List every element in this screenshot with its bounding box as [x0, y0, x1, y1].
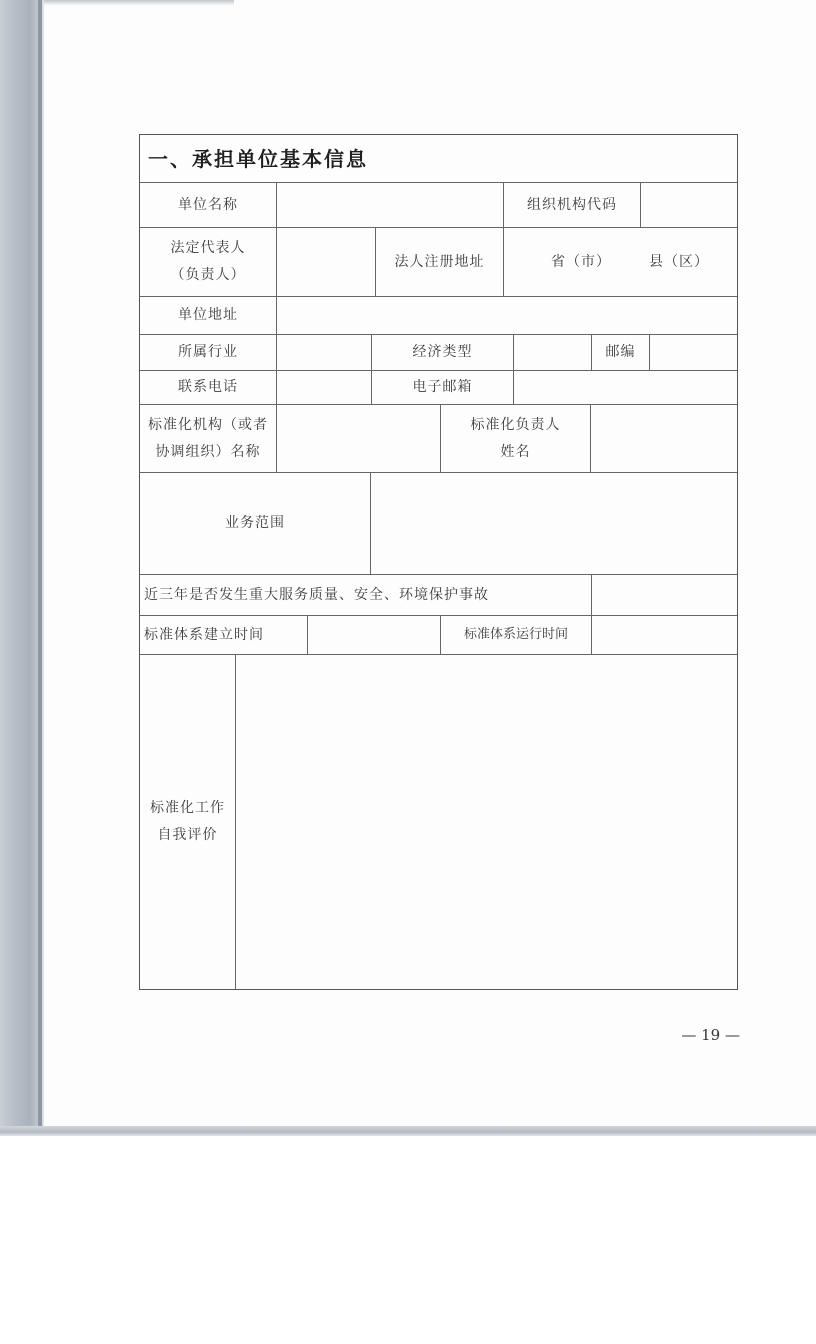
- phone-field[interactable]: [277, 371, 372, 405]
- self-eval-field[interactable]: [236, 655, 737, 989]
- reg-address-label: 法人注册地址: [376, 228, 504, 297]
- std-head-label-line1: 标准化负责人: [470, 416, 561, 433]
- unit-name-field[interactable]: [277, 183, 504, 228]
- legal-rep-label-line1: 法定代表人: [170, 240, 246, 257]
- self-eval-label-line2: 自我评价: [157, 827, 218, 843]
- reg-address-field[interactable]: [504, 228, 737, 297]
- accident-question-label: 近三年是否发生重大服务质量、安全、环境保护事故: [140, 575, 592, 616]
- std-head-label-line2: 姓名: [500, 443, 531, 460]
- system-run-time-label: 标准体系运行时间: [441, 616, 592, 655]
- std-head-label: [441, 405, 591, 473]
- county-district-text: 县（区）: [649, 253, 709, 270]
- scan-edge-shadow: [38, 0, 42, 1130]
- accident-answer-field[interactable]: [592, 575, 737, 616]
- org-code-field[interactable]: [641, 183, 737, 228]
- postcode-label: 邮编: [592, 335, 650, 371]
- legal-rep-field[interactable]: [277, 228, 376, 297]
- province-city-text: 省（市）: [551, 253, 611, 270]
- scan-edge-top: [44, 0, 234, 6]
- std-org-label: [140, 405, 277, 473]
- self-eval-label: [140, 655, 236, 989]
- email-field[interactable]: [514, 371, 737, 405]
- system-build-time-label: 标准体系建立时间: [140, 616, 308, 655]
- economy-type-label: 经济类型: [372, 335, 514, 371]
- phone-label: 联系电话: [140, 371, 277, 405]
- unit-address-label: 单位地址: [140, 297, 277, 335]
- system-run-time-field[interactable]: [592, 616, 737, 655]
- page-number: — 19 —: [681, 1026, 740, 1044]
- legal-rep-label-line2: （负责人）: [170, 267, 246, 283]
- industry-field[interactable]: [277, 335, 372, 371]
- org-code-label: 组织机构代码: [504, 183, 641, 228]
- unit-name-label: 单位名称: [140, 183, 277, 228]
- industry-label: 所属行业: [140, 335, 277, 371]
- economy-type-field[interactable]: [514, 335, 592, 371]
- system-build-time-field[interactable]: [308, 616, 441, 655]
- section-title: 一、承担单位基本信息: [140, 135, 737, 183]
- legal-rep-label: [140, 228, 277, 297]
- email-label: 电子邮箱: [372, 371, 514, 405]
- self-eval-label-line1: 标准化工作: [150, 800, 225, 817]
- std-org-field[interactable]: [277, 405, 441, 473]
- unit-address-field[interactable]: [277, 297, 737, 335]
- business-scope-field[interactable]: [371, 473, 737, 575]
- postcode-field[interactable]: [650, 335, 737, 371]
- business-scope-label: 业务范围: [140, 473, 371, 575]
- std-org-label-line1: 标准化机构（或者: [148, 416, 268, 433]
- std-org-label-line2: 协调组织）名称: [155, 443, 261, 460]
- scan-edge-bottom: [0, 1126, 816, 1136]
- basic-info-form: [139, 134, 738, 990]
- std-head-field[interactable]: [591, 405, 737, 473]
